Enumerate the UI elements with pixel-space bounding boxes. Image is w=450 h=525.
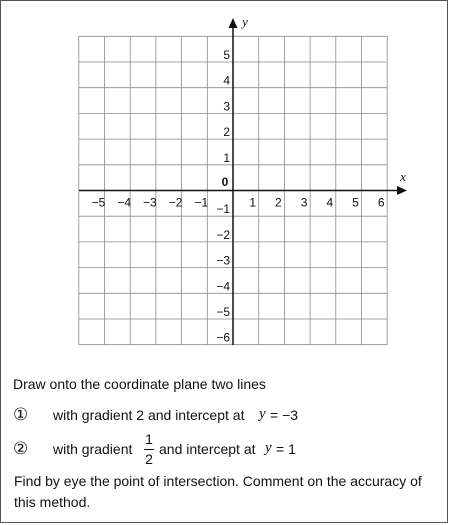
line-1-value: = −3 [270, 407, 299, 423]
y-tick-label: 3 [223, 99, 230, 114]
y-axis-arrow-icon [229, 18, 238, 28]
x-tick-label: −5 [91, 195, 106, 210]
line-2-text-before: with gradient [53, 441, 133, 457]
x-tick-label: −4 [117, 195, 132, 210]
x-tick-label: 1 [249, 195, 257, 210]
x-tick-label: −3 [143, 195, 157, 210]
x-axis-arrow-icon [397, 186, 407, 195]
line-1-text: with gradient 2 and intercept at [53, 407, 245, 423]
x-tick-label: −1 [194, 195, 209, 210]
x-tick-label: 3 [300, 195, 308, 210]
y-axis-label: y [242, 14, 248, 29]
y-tick-label: 4 [223, 73, 230, 88]
y-tick-label: 5 [223, 48, 230, 62]
y-tick-label: −6 [216, 330, 230, 345]
line-2-value: = 1 [276, 441, 296, 457]
y-tick-label: −1 [216, 202, 230, 217]
line-2-variable: y [265, 440, 272, 456]
x-tick-label: 5 [352, 195, 359, 210]
line-2-text-after: and intercept at [159, 441, 256, 457]
line-2-marker: ② [13, 439, 29, 458]
fraction-numerator: 1 [145, 431, 153, 447]
y-tick-label: −5 [216, 305, 230, 319]
y-tick-label: 2 [223, 125, 230, 140]
coordinate-plane [1, 1, 450, 361]
x-tick-label: 6 [377, 195, 385, 210]
y-tick-label: −4 [216, 279, 230, 294]
line-1-variable: y [259, 406, 266, 422]
x-tick-label: 4 [326, 195, 334, 210]
y-tick-label: 1 [223, 150, 230, 165]
x-tick-label: −2 [168, 195, 183, 210]
fraction-bar [144, 449, 154, 450]
y-tick-label: −3 [216, 253, 230, 268]
x-tick-label: 2 [275, 195, 282, 210]
y-tick-labels [216, 48, 230, 345]
question-task: Find by eye the point of intersection. Comment on the accuracy of this method. [14, 473, 422, 510]
y-tick-label: −2 [216, 227, 230, 242]
question-intro: Draw onto the coordinate plane two lines [13, 376, 266, 392]
x-axis-label: x [400, 169, 406, 184]
x-tick-labels [92, 196, 385, 210]
fraction-denominator: 2 [145, 451, 153, 467]
axes [79, 18, 407, 345]
line-1-marker: ① [13, 405, 29, 424]
origin-label: 0 [221, 175, 229, 189]
